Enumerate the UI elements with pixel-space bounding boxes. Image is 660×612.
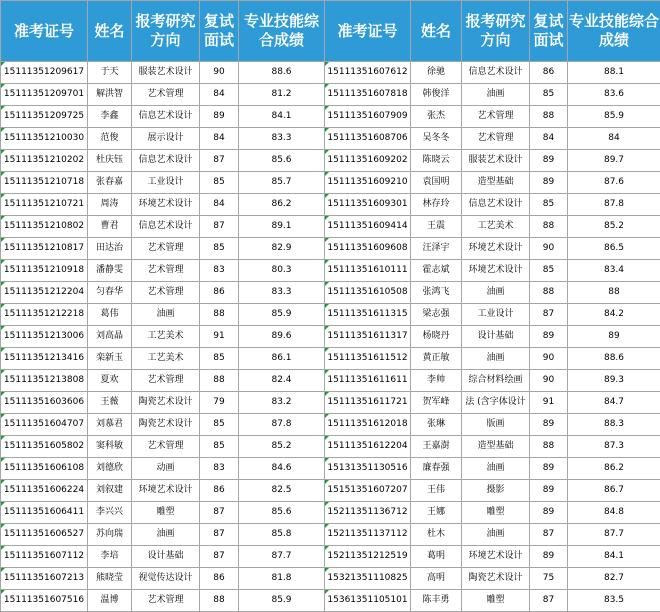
exam-id-cell: 15111351213416 [1,348,88,370]
direction-cell: 油画 [462,282,530,304]
direction-cell: 法 (含字体设计 [462,392,530,414]
table-row [1,414,660,436]
skill-score-cell: 82.4 [239,370,325,392]
table-row [1,392,660,414]
student-name-cell: 张春嘉 [88,172,132,194]
student-name-cell: 杜庆钰 [88,150,132,172]
exam-id-cell: 15111351209725 [1,106,88,128]
exam-id-cell: 15111351212218 [1,304,88,326]
retest-score-cell: 89 [530,414,568,436]
table-row [1,436,660,458]
skill-score-cell: 84.6 [239,458,325,480]
direction-cell: 艺术管理 [132,84,200,106]
direction-cell: 工艺美术 [132,326,200,348]
direction-cell: 环境艺术设计 [462,260,530,282]
retest-score-cell: 85 [530,84,568,106]
exam-id-cell: 15321351110825 [325,568,411,590]
direction-cell: 油画 [132,524,200,546]
student-name-cell: 韩俊洋 [411,84,462,106]
skill-score-cell: 86.2 [239,194,325,216]
retest-score-cell: 85 [200,436,239,458]
retest-score-cell: 90 [530,348,568,370]
retest-score-cell: 87 [530,590,568,612]
skill-score-cell: 87.3 [568,436,660,458]
skill-score-cell: 83.2 [239,392,325,414]
retest-score-cell: 89 [530,150,568,172]
direction-cell: 信息艺术设计 [462,62,530,84]
retest-score-cell: 88 [200,304,239,326]
header-name: 姓名 [411,1,462,62]
direction-cell: 展示设计 [132,128,200,150]
retest-score-cell: 87 [200,524,239,546]
exam-id-cell: 15111351209701 [1,84,88,106]
skill-score-cell: 84.1 [239,106,325,128]
direction-cell: 陶瓷艺术设计 [462,568,530,590]
retest-score-cell: 86 [200,282,239,304]
direction-cell: 版画 [462,414,530,436]
retest-score-cell: 87 [200,150,239,172]
skill-score-cell: 85.2 [568,216,660,238]
skill-score-cell: 83.4 [568,260,660,282]
skill-score-cell: 88 [568,282,660,304]
retest-score-cell: 87 [530,524,568,546]
table-row [1,150,660,172]
direction-cell: 油画 [462,348,530,370]
retest-score-cell: 89 [530,326,568,348]
exam-id-cell: 15111351611512 [325,348,411,370]
direction-cell: 服装艺术设计 [462,150,530,172]
student-name-cell: 王伟 [411,480,462,502]
student-name-cell: 解洪智 [88,84,132,106]
student-name-cell: 周涛 [88,194,132,216]
retest-score-cell: 90 [530,238,568,260]
student-name-cell: 廉春强 [411,458,462,480]
direction-cell: 艺术管理 [132,590,200,612]
direction-cell: 雕塑 [462,590,530,612]
table-body [1,62,660,612]
exam-id-cell: 15111351604707 [1,414,88,436]
student-name-cell: 吴冬冬 [411,128,462,150]
retest-score-cell: 84 [200,194,239,216]
header-direction: 报考研究方向 [132,1,200,62]
direction-cell: 服装艺术设计 [132,62,200,84]
student-name-cell: 刘叙建 [88,480,132,502]
retest-score-cell: 89 [530,480,568,502]
table-row [1,260,660,282]
retest-score-cell: 85 [530,260,568,282]
student-name-cell: 王嘉澍 [411,436,462,458]
retest-score-cell: 84 [200,128,239,150]
header-exam-id: 准考证号 [1,1,88,62]
exam-id-cell: 15111351606527 [1,524,88,546]
retest-score-cell: 88 [530,436,568,458]
direction-cell: 工艺美术 [132,348,200,370]
skill-score-cell: 86.7 [568,480,660,502]
retest-score-cell: 89 [530,502,568,524]
skill-score-cell: 89.3 [568,370,660,392]
direction-cell: 环境艺术设计 [132,194,200,216]
exam-id-cell: 15111351607213 [1,568,88,590]
skill-score-cell: 85.6 [239,150,325,172]
skill-score-cell: 88.6 [239,62,325,84]
retest-score-cell: 84 [530,128,568,150]
student-name-cell: 梁志强 [411,304,462,326]
retest-score-cell: 89 [200,106,239,128]
table-row [1,568,660,590]
exam-id-cell: 15111351609414 [325,216,411,238]
direction-cell: 工业设计 [132,172,200,194]
student-name-cell: 张鸿飞 [411,282,462,304]
exam-id-cell: 15111351609210 [325,172,411,194]
direction-cell: 艺术管理 [132,282,200,304]
student-name-cell: 李兴兴 [88,502,132,524]
exam-id-cell: 15111351611721 [325,392,411,414]
exam-id-cell: 15111351213006 [1,326,88,348]
direction-cell: 艺术管理 [132,370,200,392]
retest-score-cell: 85 [200,348,239,370]
header-name: 姓名 [88,1,132,62]
student-name-cell: 李帅 [411,370,462,392]
student-name-cell: 于天 [88,62,132,84]
direction-cell: 工艺美术 [462,216,530,238]
direction-cell: 信息艺术设计 [132,150,200,172]
exam-id-cell: 15111351607909 [325,106,411,128]
direction-cell: 环境艺术设计 [132,480,200,502]
direction-cell: 环境艺术设计 [462,238,530,260]
table-row [1,480,660,502]
retest-score-cell: 87 [200,502,239,524]
direction-cell: 艺术管理 [132,436,200,458]
table-row [1,128,660,150]
retest-score-cell: 91 [530,392,568,414]
retest-score-cell: 90 [200,62,239,84]
direction-cell: 设计基础 [462,326,530,348]
student-name-cell: 刘慕君 [88,414,132,436]
retest-score-cell: 87 [200,546,239,568]
student-name-cell: 田达治 [88,238,132,260]
skill-score-cell: 81.8 [239,568,325,590]
exam-id-cell: 15111351607516 [1,590,88,612]
skill-score-cell: 85.9 [568,106,660,128]
direction-cell: 动画 [132,458,200,480]
table-row [1,62,660,84]
skill-score-cell: 85.8 [239,524,325,546]
student-name-cell: 栾新玉 [88,348,132,370]
exam-id-cell: 15111351606224 [1,480,88,502]
exam-id-cell: 15111351609202 [325,150,411,172]
skill-score-cell: 89.1 [239,216,325,238]
skill-score-cell: 82.9 [239,238,325,260]
student-name-cell: 苏向瑞 [88,524,132,546]
student-name-cell: 霍志斌 [411,260,462,282]
exam-id-cell: 15111351210202 [1,150,88,172]
student-name-cell: 王震 [411,216,462,238]
exam-id-cell: 15111351210718 [1,172,88,194]
skill-score-cell: 88.6 [568,348,660,370]
student-name-cell: 温博 [88,590,132,612]
retest-score-cell: 89 [530,546,568,568]
skill-score-cell: 88.1 [568,62,660,84]
retest-score-cell: 79 [200,392,239,414]
direction-cell: 油画 [462,84,530,106]
skill-score-cell: 87.6 [568,172,660,194]
table-row [1,348,660,370]
student-name-cell: 张杰 [411,106,462,128]
skill-score-cell: 86.1 [239,348,325,370]
retest-score-cell: 75 [530,568,568,590]
student-name-cell: 葛伟 [88,304,132,326]
exam-id-cell: 15111351213808 [1,370,88,392]
table-row [1,106,660,128]
direction-cell: 雕塑 [132,502,200,524]
exam-id-cell: 15131351130516 [325,458,411,480]
skill-score-cell: 80.3 [239,260,325,282]
direction-cell: 雕塑 [462,502,530,524]
exam-id-cell: 15111351611611 [325,370,411,392]
table-row [1,304,660,326]
retest-score-cell: 89 [530,172,568,194]
retest-score-cell: 89 [530,458,568,480]
student-name-cell: 李鑫 [88,106,132,128]
retest-score-cell: 90 [530,370,568,392]
student-name-cell: 夏欢 [88,370,132,392]
skill-score-cell: 84.8 [568,502,660,524]
table-row [1,216,660,238]
direction-cell: 视觉传达设计 [132,568,200,590]
skill-score-cell: 85.7 [239,172,325,194]
direction-cell: 艺术管理 [132,238,200,260]
retest-score-cell: 85 [200,172,239,194]
skill-score-cell: 89.6 [239,326,325,348]
skill-score-cell: 86.5 [568,238,660,260]
retest-score-cell: 87 [200,216,239,238]
skill-score-cell: 88.3 [568,414,660,436]
student-name-cell: 张琳 [411,414,462,436]
table-row [1,546,660,568]
student-name-cell: 袁国明 [411,172,462,194]
table-row [1,194,660,216]
exam-id-cell: 15211351136712 [325,502,411,524]
student-name-cell: 杜木 [411,524,462,546]
skill-score-cell: 83.6 [568,84,660,106]
retest-score-cell: 88 [530,216,568,238]
direction-cell: 设计基础 [132,546,200,568]
skill-score-cell: 87.8 [239,414,325,436]
retest-score-cell: 91 [200,326,239,348]
exam-id-cell: 15111351609301 [325,194,411,216]
retest-score-cell: 88 [200,590,239,612]
student-name-cell: 陈丰勇 [411,590,462,612]
skill-score-cell: 85.9 [239,590,325,612]
direction-cell: 信息艺术设计 [132,106,200,128]
exam-id-cell: 15111351606411 [1,502,88,524]
table-row [1,524,660,546]
direction-cell: 综合材料绘画 [462,370,530,392]
table-row [1,172,660,194]
table-row [1,458,660,480]
student-name-cell: 李培 [88,546,132,568]
retest-score-cell: 83 [200,260,239,282]
table-row [1,326,660,348]
table-row [1,282,660,304]
header-retest: 复试面试 [530,1,568,62]
exam-id-cell: 15111351607112 [1,546,88,568]
header-row [1,1,660,62]
skill-score-cell: 86.2 [568,458,660,480]
skill-score-cell: 82.7 [568,568,660,590]
skill-score-cell: 87.8 [568,194,660,216]
exam-id-cell: 15111351210721 [1,194,88,216]
student-name-cell: 陈晓云 [411,150,462,172]
exam-id-cell: 15111351611317 [325,326,411,348]
exam-id-cell: 15111351605802 [1,436,88,458]
retest-score-cell: 86 [200,480,239,502]
retest-score-cell: 88 [530,106,568,128]
retest-score-cell: 86 [200,568,239,590]
direction-cell: 摄影 [462,480,530,502]
exam-id-cell: 15111351610508 [325,282,411,304]
retest-score-cell: 85 [200,238,239,260]
exam-id-cell: 15111351603606 [1,392,88,414]
skill-score-cell: 85.2 [239,436,325,458]
student-name-cell: 黄正敏 [411,348,462,370]
direction-cell: 陶瓷艺术设计 [132,414,200,436]
skill-score-cell: 83.5 [568,590,660,612]
header-retest: 复试面试 [200,1,239,62]
exam-id-cell: 15111351612018 [325,414,411,436]
header-exam-id: 准考证号 [325,1,411,62]
skill-score-cell: 84.7 [568,392,660,414]
direction-cell: 陶瓷艺术设计 [132,392,200,414]
direction-cell: 信息艺术设计 [132,216,200,238]
skill-score-cell: 87.7 [568,524,660,546]
exam-id-cell: 15211351212519 [325,546,411,568]
table-row [1,370,660,392]
exam-id-cell: 15361351105101 [325,590,411,612]
exam-id-cell: 15111351210802 [1,216,88,238]
retest-score-cell: 85 [200,414,239,436]
student-name-cell: 王娜 [411,502,462,524]
skill-score-cell: 83.3 [239,282,325,304]
retest-score-cell: 87 [530,304,568,326]
direction-cell: 艺术管理 [462,128,530,150]
direction-cell: 艺术管理 [462,106,530,128]
exam-id-cell: 15111351609608 [325,238,411,260]
skill-score-cell: 89 [568,326,660,348]
student-name-cell: 熊晓莹 [88,568,132,590]
retest-score-cell: 84 [200,84,239,106]
exam-id-cell: 15111351606108 [1,458,88,480]
skill-score-cell: 85.6 [239,502,325,524]
direction-cell: 艺术管理 [132,260,200,282]
student-name-cell: 王薇 [88,392,132,414]
skill-score-cell: 81.2 [239,84,325,106]
student-name-cell: 贺军峰 [411,392,462,414]
skill-score-cell: 84.2 [568,304,660,326]
exam-id-cell: 15111351612204 [325,436,411,458]
retest-score-cell: 88 [530,282,568,304]
table-row [1,590,660,612]
exam-id-cell: 15111351610111 [325,260,411,282]
direction-cell: 造型基础 [462,172,530,194]
student-name-cell: 刘德欣 [88,458,132,480]
skill-score-cell: 84 [568,128,660,150]
retest-score-cell: 88 [200,370,239,392]
direction-cell: 造型基础 [462,436,530,458]
direction-cell: 工业设计 [462,304,530,326]
skill-score-cell: 84.1 [568,546,660,568]
exam-id-cell: 15111351608706 [325,128,411,150]
student-name-cell: 窦科敏 [88,436,132,458]
exam-id-cell: 15111351210030 [1,128,88,150]
table-row [1,238,660,260]
header-score: 专业技能综合成绩 [239,1,325,62]
retest-score-cell: 86 [530,62,568,84]
skill-score-cell: 82.5 [239,480,325,502]
exam-id-cell: 15111351607612 [325,62,411,84]
exam-id-cell: 15111351210817 [1,238,88,260]
direction-cell: 信息艺术设计 [462,194,530,216]
exam-id-cell: 15111351210918 [1,260,88,282]
header-score: 专业技能综合成绩 [568,1,660,62]
student-name-cell: 高明 [411,568,462,590]
exam-id-cell: 15211351137112 [325,524,411,546]
retest-score-cell: 83 [200,458,239,480]
student-name-cell: 杨晓丹 [411,326,462,348]
exam-id-cell: 15111351209617 [1,62,88,84]
header-direction: 报考研究方向 [462,1,530,62]
skill-score-cell: 85.9 [239,304,325,326]
exam-id-cell: 15111351212204 [1,282,88,304]
exam-id-cell: 15151351607207 [325,480,411,502]
retest-score-cell: 85 [530,194,568,216]
direction-cell: 油画 [462,524,530,546]
student-name-cell: 匀春华 [88,282,132,304]
student-name-cell: 范俊 [88,128,132,150]
student-name-cell: 林存玲 [411,194,462,216]
student-name-cell: 葛明 [411,546,462,568]
student-name-cell: 刘高晶 [88,326,132,348]
exam-id-cell: 15111351607818 [325,84,411,106]
direction-cell: 油画 [462,458,530,480]
skill-score-cell: 89.7 [568,150,660,172]
skill-score-cell: 87.7 [239,546,325,568]
student-name-cell: 潘静雯 [88,260,132,282]
exam-id-cell: 15111351611315 [325,304,411,326]
direction-cell: 油画 [132,304,200,326]
student-name-cell: 曹君 [88,216,132,238]
skill-score-cell: 83.3 [239,128,325,150]
table-row [1,84,660,106]
student-name-cell: 汪泽宇 [411,238,462,260]
table-row [1,502,660,524]
student-name-cell: 徐驰 [411,62,462,84]
direction-cell: 环境艺术设计 [462,546,530,568]
